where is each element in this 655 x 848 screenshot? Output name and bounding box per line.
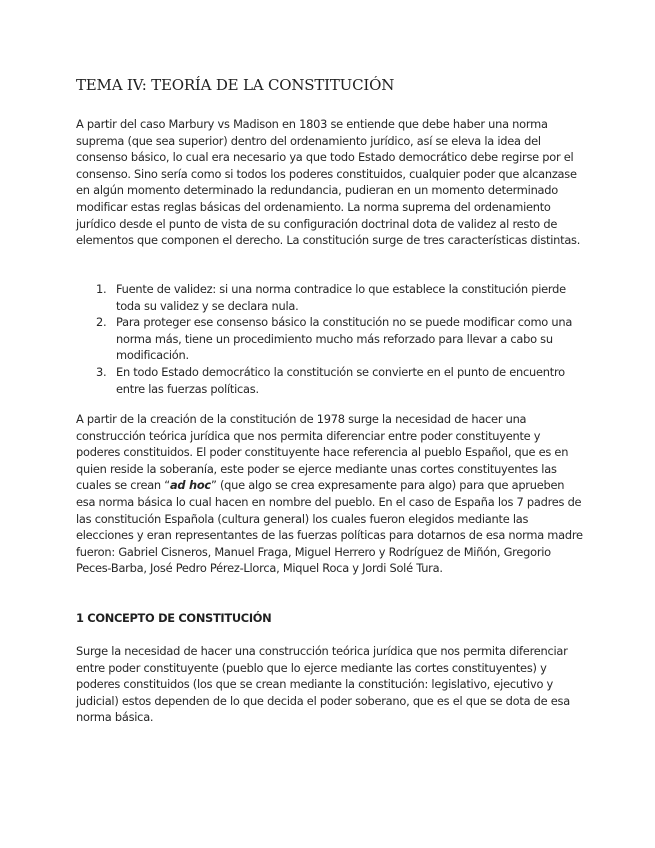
- paragraph-text-before: A partir de la creación de la constitución de 1978 surge la necesidad de hacer una construcción teórica jurídica que nos permita diferenciar entre poder constituyente y poderes constituidos. El poder constituyente hace referencia al pueblo Español, que es en quien reside la soberanía, este poder se ejerce mediante unas cortes constituyentes las cuales se crean “: [76, 412, 569, 493]
- ad-hoc-emphasis: ad hoc: [169, 478, 211, 493]
- document-title: TEMA IV: TEORÍA DE LA CONSTITUCIÓN: [76, 76, 395, 94]
- concept-paragraph: Surge la necesidad de hacer una construcción teórica jurídica que nos permita diferenciar entre poder constituyente (pueblo que lo ejerce mediante las cortes constituyentes) y poderes constituidos (los que se crean mediante la constitución: legislativo, ejecutivo y judicial) estos dependen de lo que decida el poder soberano, que es el que se dota de esa norma básica.: [76, 644, 570, 725]
- list-item-number: 2.: [96, 315, 107, 330]
- paragraph-text-after: ” (que algo se crea expresamente para algo) para que aprueben esa norma básica lo cual hacen en nombre del pueblo. En el caso de España los 7 padres de las constitución Española (cultura general) los cuales fueron elegidos mediante las elecciones y eran representantes de las fuerzas políticas para dotarnos de esa norma madre fueron: Gabriel Cisneros, Manuel Fraga, Miguel Herrero y Rodríguez de Miñón, Gregorio Peces-Barba, José Pedro Pérez-Llorca, Miquel Roca y Jordi Solé Tura.: [76, 478, 583, 576]
- list-item-number: 1.: [96, 282, 107, 296]
- list-item: [76, 281, 584, 314]
- list-item: [76, 314, 584, 364]
- list-item-text: Fuente de validez: si una norma contradice lo que establece la constitución pierde toda su validez y se declara nula.: [116, 282, 566, 313]
- constitution-1978-paragraph: [76, 411, 584, 577]
- intro-paragraph: A partir del caso Marbury vs Madison en 1803 se entiende que debe haber una norma suprema (que sea superior) dentro del ordenamiento jurídico, así se eleva la idea del consenso básico, lo cual era necesario ya que todo Estado democrático debe regirse por el consenso. Sino sería como si todos los poderes constituidos, cualquier poder que alcanzase en algún momento determinado la redundancia, pudieran en un momento determinado modificar estas reglas básicas del ordenamiento. La norma suprema del ordenamiento jurídico desde el punto de vista de su configuración doctrinal dota de validez al resto de elementos que componen el derecho. La constitución surge de tres características distintas.: [76, 117, 581, 248]
- list-item-number: 3.: [96, 364, 107, 379]
- list-item: [76, 364, 584, 397]
- list-item-text: Para proteger ese consenso básico la constitución no se puede modificar como una norma más, tiene un procedimiento mucho más reforzado para llevar a cabo su modificación.: [116, 315, 573, 363]
- list-item-text: En todo Estado democrático la constitución se convierte en el punto de encuentro entre las fuerzas políticas.: [116, 364, 565, 396]
- characteristics-list: [76, 281, 584, 397]
- section-heading: 1 CONCEPTO DE CONSTITUCIÓN: [76, 611, 272, 625]
